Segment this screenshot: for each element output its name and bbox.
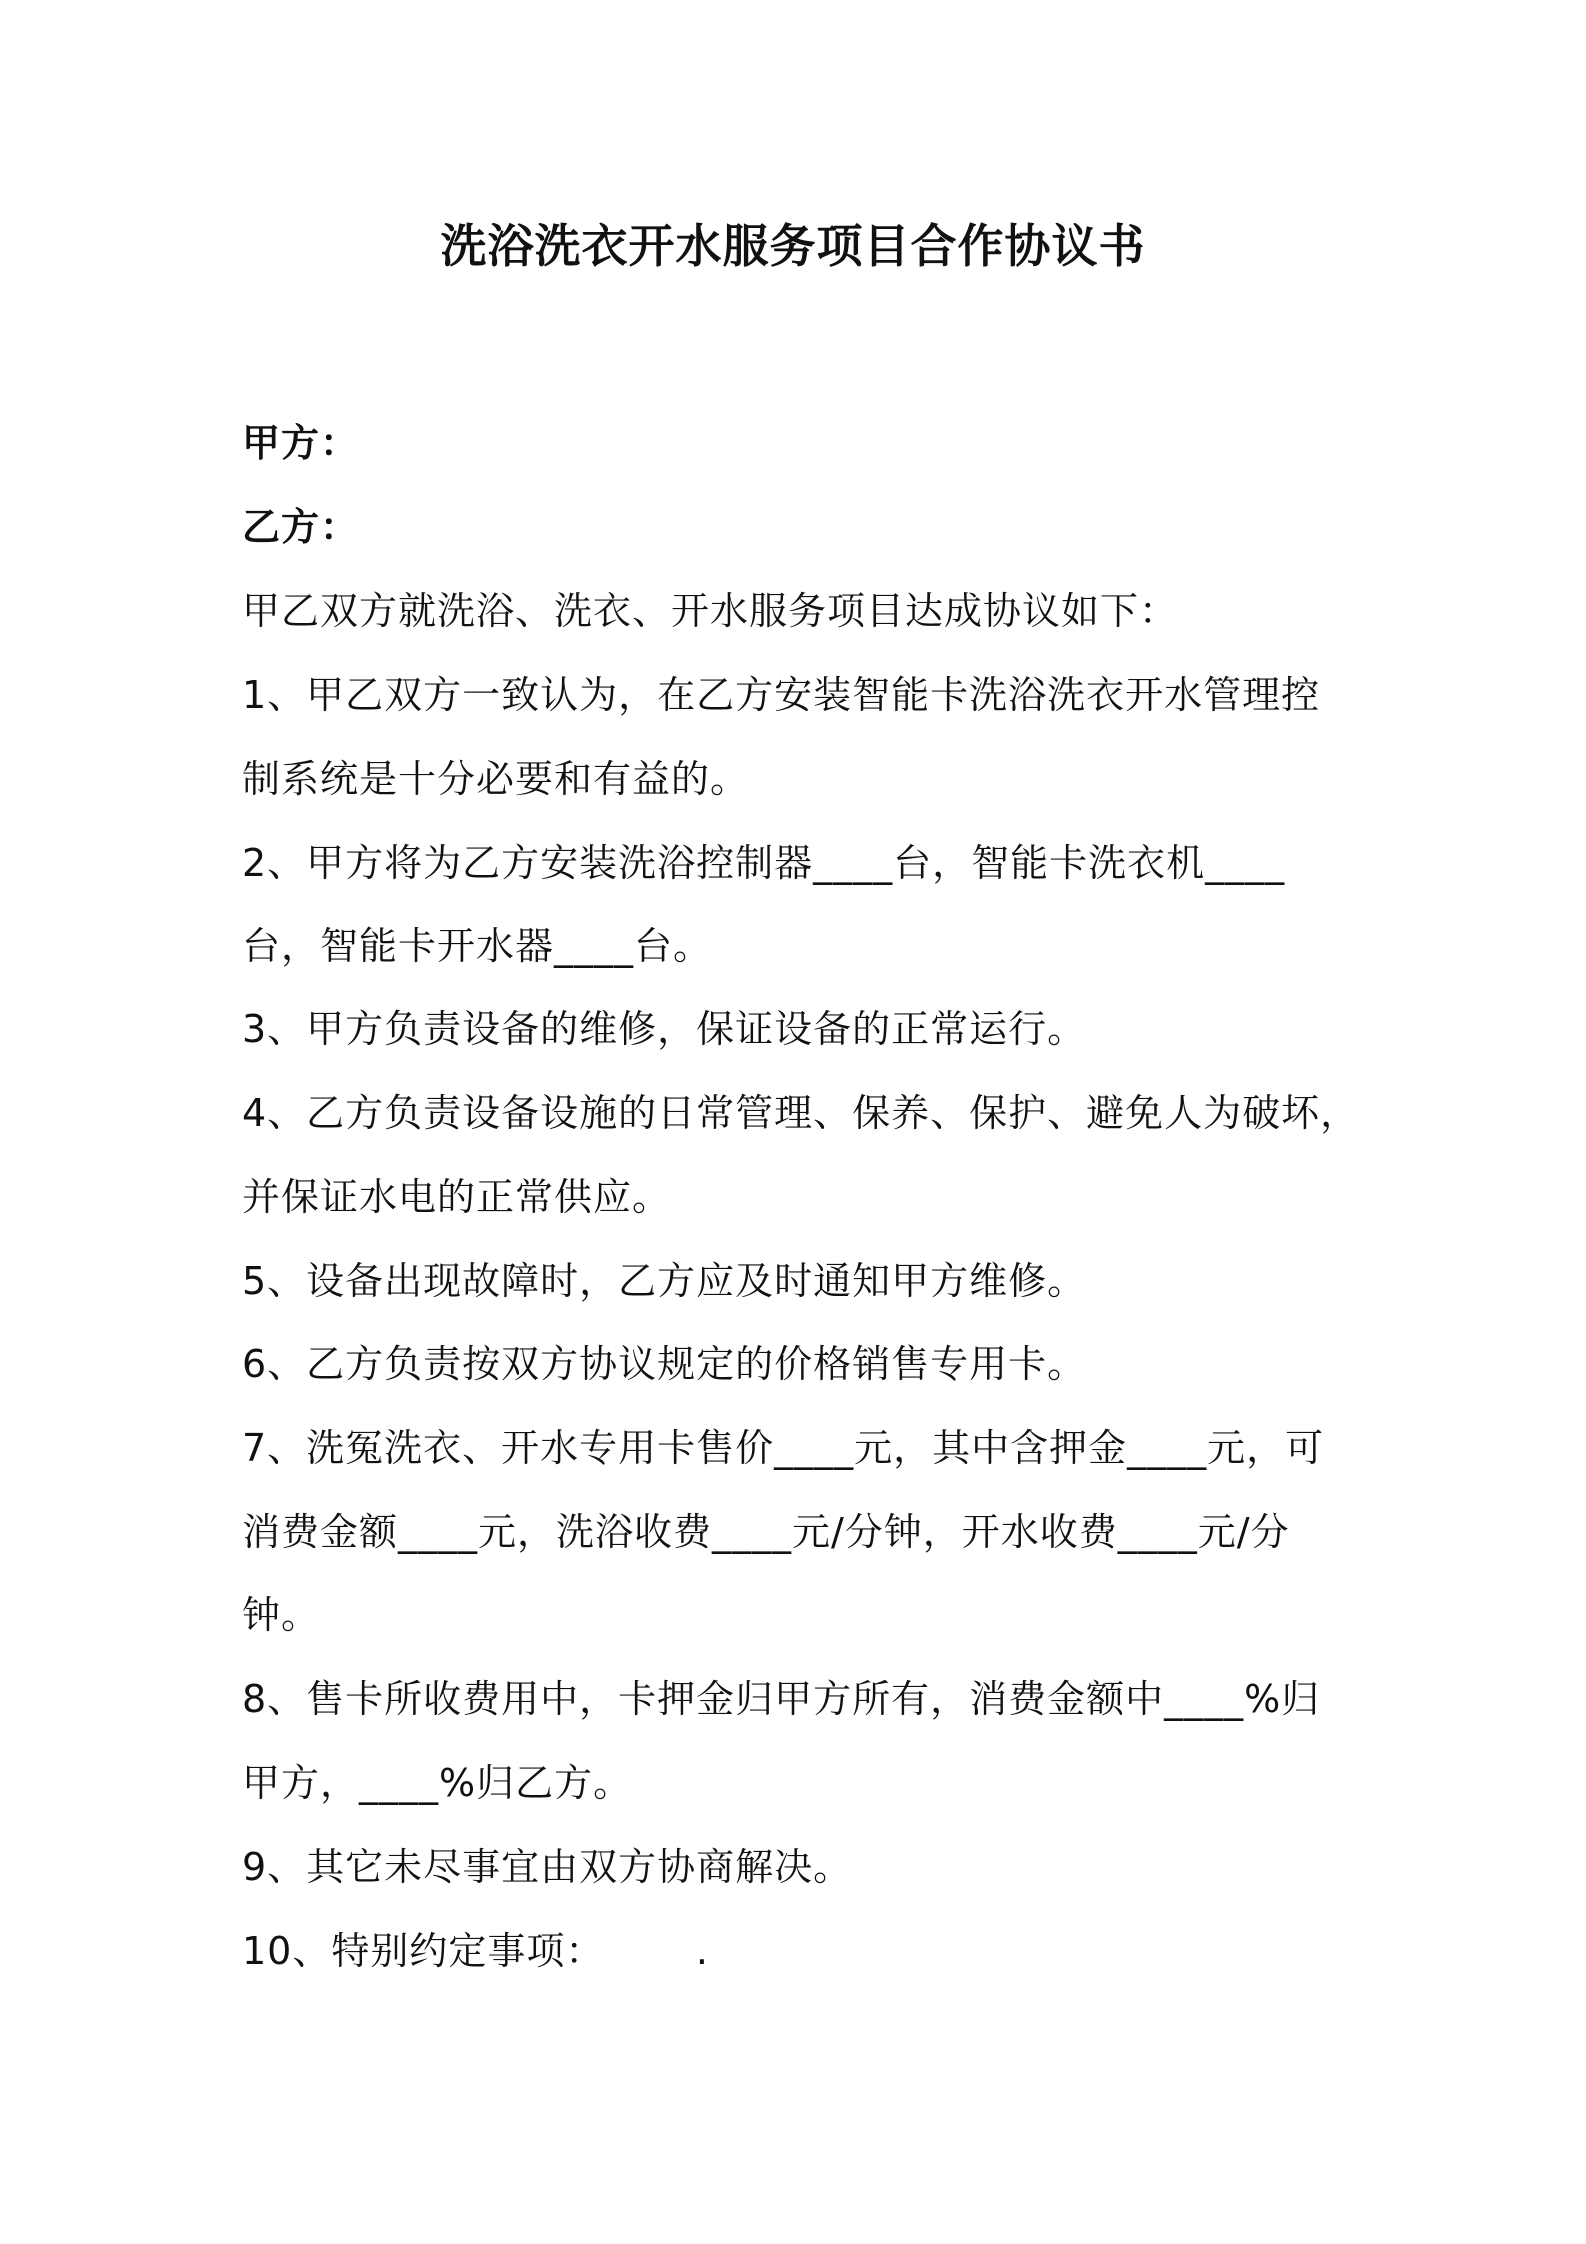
clause-7-line-3: 钟。: [242, 1593, 321, 1637]
clause-6: 6、乙方负责按双方协议规定的价格销售专用卡。: [242, 1342, 1087, 1386]
clause-7-line-2: 消费金额____元，洗浴收费____元/分钟，开水收费____元/分: [242, 1510, 1290, 1554]
clause-3: 3、甲方负责设备的维修，保证设备的正常运行。: [242, 1007, 1087, 1051]
clause-10: 10、特别约定事项： .: [242, 1929, 709, 1973]
clause-7-line-1: 7、洗冤洗衣、开水专用卡售价____元，其中含押金____元，可: [242, 1426, 1325, 1470]
clause-1-line-1: 1、甲乙双方一致认为，在乙方安装智能卡洗浴洗衣开水管理控: [242, 673, 1321, 717]
party-a-label: 甲方：: [242, 421, 360, 465]
clause-2-line-2: 台，智能卡开水器____台。: [242, 924, 713, 968]
clause-4-line-2: 并保证水电的正常供应。: [242, 1175, 672, 1219]
clause-2-line-1: 2、甲方将为乙方安装洗浴控制器____台，智能卡洗衣机____: [242, 841, 1286, 885]
party-b-label: 乙方：: [242, 505, 360, 549]
clause-5: 5、设备出现故障时，乙方应及时通知甲方维修。: [242, 1259, 1087, 1303]
clause-1-line-2: 制系统是十分必要和有益的。: [242, 757, 750, 801]
document-title: 洗浴洗衣开水服务项目合作协议书: [440, 219, 1146, 273]
intro-paragraph: 甲乙双方就洗浴、洗衣、开水服务项目达成协议如下：: [242, 589, 1179, 633]
clause-8-line-2: 甲方，____%归乙方。: [242, 1761, 633, 1805]
clause-4-line-1: 4、乙方负责设备设施的日常管理、保养、保护、避免人为破坏，: [242, 1091, 1360, 1135]
clause-8-line-1: 8、售卡所收费用中，卡押金归甲方所有，消费金额中____%归: [242, 1677, 1321, 1721]
clause-9: 9、其它未尽事宜由双方协商解决。: [242, 1845, 853, 1889]
